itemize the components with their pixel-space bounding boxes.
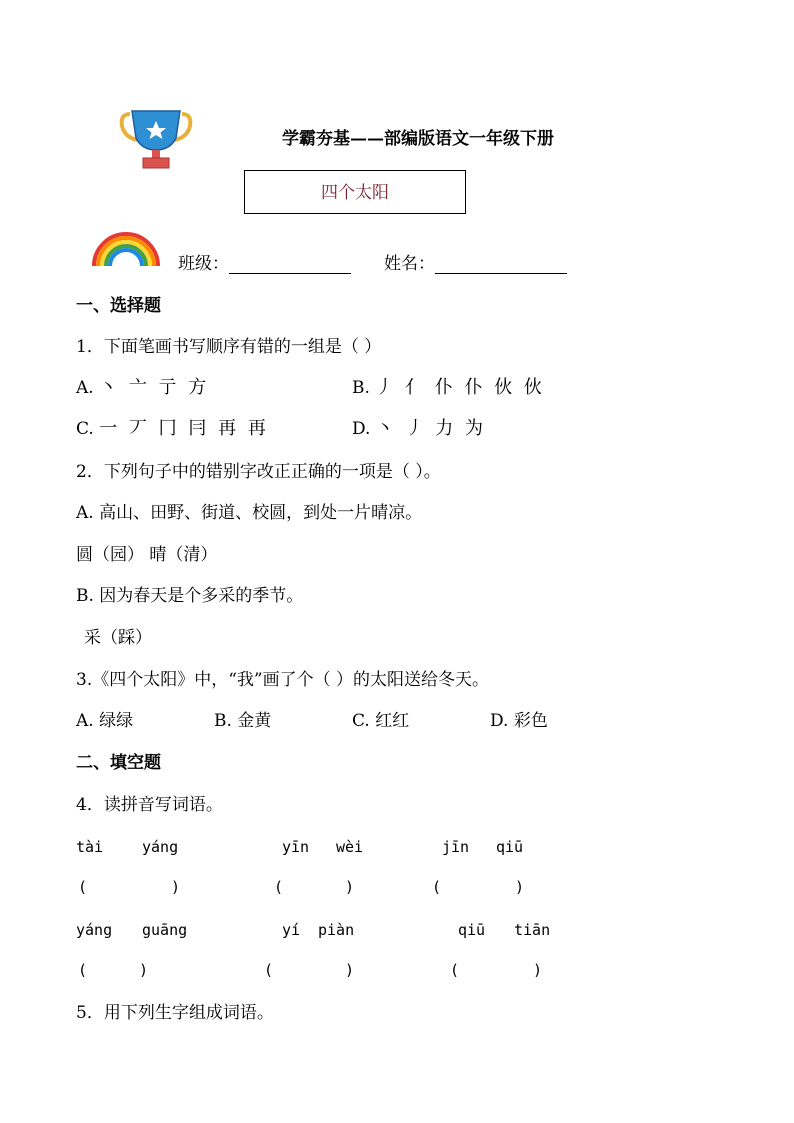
pinyin-syllable: yīn [282, 838, 310, 856]
q2-option-a: A. 高山、田野、街道、校圆，到处一片晴凉。 [76, 503, 423, 523]
answer-blank[interactable] [264, 961, 354, 979]
rainbow-icon [90, 226, 162, 268]
pinyin-syllable: qiū [458, 921, 486, 939]
q1-option-c [76, 419, 269, 439]
document-title: 学霸夯基——部编版语文一年级下册 [282, 129, 554, 149]
q1-stem: 1．下面笔画书写顺序有错的一组是（ ） [76, 337, 382, 357]
q2-option-b: B. 因为春天是个多采的季节。 [76, 586, 304, 606]
answer-blank[interactable] [432, 878, 524, 896]
q2-option-b-fix: 采（踩） [84, 628, 152, 648]
class-label: 班级： [178, 254, 229, 274]
answer-blank[interactable] [274, 878, 354, 896]
paren-close: ) [345, 961, 355, 979]
q3-stem: 3.《四个太阳》中，“我”画了个（ ）的太阳送给冬天。 [76, 670, 490, 690]
q1-option-b-strokes: 丿 亻 仆 仆 伙 伙 [375, 377, 545, 398]
paren-close: ) [171, 878, 181, 896]
paren-open: ( [78, 961, 88, 979]
section2-heading: 二、填空题 [76, 753, 161, 773]
q1-option-c-strokes: 一 丆 冂 冃 再 再 [99, 418, 269, 439]
q1-option-d-label: D. [352, 419, 371, 439]
q1-option-b [352, 378, 545, 398]
paren-open: ( [450, 961, 460, 979]
q4-stem: 4．读拼音写词语。 [76, 795, 223, 815]
pinyin-syllable: jīn [442, 838, 470, 856]
pinyin-syllable: yáng [142, 838, 179, 856]
q3-option-c: C. 红红 [352, 711, 410, 731]
name-field [384, 254, 567, 274]
paren-open: ( [274, 878, 284, 896]
pinyin-syllable: qiū [496, 838, 524, 856]
paren-close: ) [345, 878, 355, 896]
paren-open: ( [78, 878, 88, 896]
q2-stem: 2．下列句子中的错别字改正正确的一项是（ ）。 [76, 462, 441, 482]
class-blank[interactable] [229, 255, 351, 274]
pinyin-syllable: yáng [76, 921, 113, 939]
pinyin-syllable: guāng [142, 921, 188, 939]
q1-option-a [76, 378, 209, 398]
answer-blank[interactable] [78, 961, 148, 979]
lesson-title: 四个太阳 [321, 183, 389, 203]
pinyin-syllable: tiān [514, 921, 551, 939]
name-blank[interactable] [435, 255, 567, 274]
paren-open: ( [264, 961, 274, 979]
class-field [178, 254, 351, 274]
q1-option-a-strokes: 丶 亠 亍 方 [99, 377, 210, 398]
q3-option-b: B. 金黄 [214, 711, 272, 731]
q3-option-a: A. 绿绿 [76, 711, 134, 731]
lesson-title-box [244, 170, 466, 214]
pinyin-syllable: yí [282, 921, 301, 939]
paren-open: ( [432, 878, 442, 896]
name-label: 姓名： [384, 254, 435, 274]
paren-close: ) [139, 961, 149, 979]
q1-option-c-label: C. [76, 419, 94, 439]
q1-option-b-label: B. [352, 378, 370, 398]
q1-option-d-strokes: 丶 丿 力 为 [375, 418, 487, 439]
paren-close: ) [533, 961, 543, 979]
trophy-icon [118, 108, 194, 170]
pinyin-syllable: piàn [318, 921, 355, 939]
q1-option-a-label: A. [76, 378, 94, 398]
pinyin-syllable: tài [76, 838, 104, 856]
q1-option-d [352, 419, 486, 439]
section1-heading: 一、选择题 [76, 296, 161, 316]
q5-stem: 5．用下列生字组成词语。 [76, 1003, 274, 1023]
answer-blank[interactable] [78, 878, 180, 896]
q2-option-a-fix: 圆（园） 晴（清） [76, 545, 218, 565]
paren-close: ) [515, 878, 525, 896]
answer-blank[interactable] [450, 961, 542, 979]
q3-option-d: D. 彩色 [490, 711, 548, 731]
pinyin-syllable: wèi [336, 838, 364, 856]
